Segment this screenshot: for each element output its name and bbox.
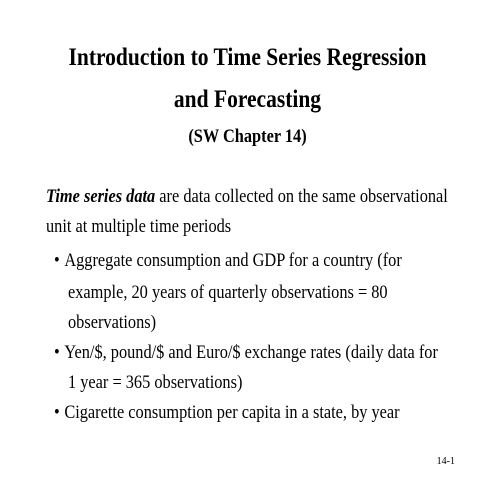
- slide-title-line-2: and Forecasting: [173, 86, 322, 113]
- intro-line-1: [46, 186, 448, 208]
- bullet-icon: •: [54, 250, 60, 271]
- bullet-1-line-3: observations): [68, 312, 157, 333]
- bullet-1-line-2: example, 20 years of quarterly observations = 80: [68, 282, 388, 303]
- bullet-item-3: [54, 402, 400, 424]
- bullet-icon: •: [54, 402, 60, 423]
- bullet-2-line-1: Yen/$, pound/$ and Euro/$ exchange rates (daily data for: [64, 342, 438, 363]
- intro-term: Time series data: [46, 186, 156, 207]
- slide-subtitle: (SW Chapter 14): [188, 126, 307, 147]
- page-number: 14-1: [436, 456, 455, 467]
- slide-title-line-1: Introduction to Time Series Regression: [68, 44, 427, 71]
- intro-rest: are data collected on the same observational: [155, 186, 448, 207]
- bullet-item-1: [54, 250, 402, 272]
- bullet-1-line-1: Aggregate consumption and GDP for a country (for: [64, 250, 402, 271]
- bullet-icon: •: [54, 342, 60, 363]
- bullet-3-line-1: Cigarette consumption per capita in a state, by year: [64, 402, 400, 423]
- bullet-item-2: [54, 342, 438, 364]
- bullet-2-line-2: 1 year = 365 observations): [68, 372, 243, 393]
- intro-line-2: unit at multiple time periods: [46, 216, 232, 237]
